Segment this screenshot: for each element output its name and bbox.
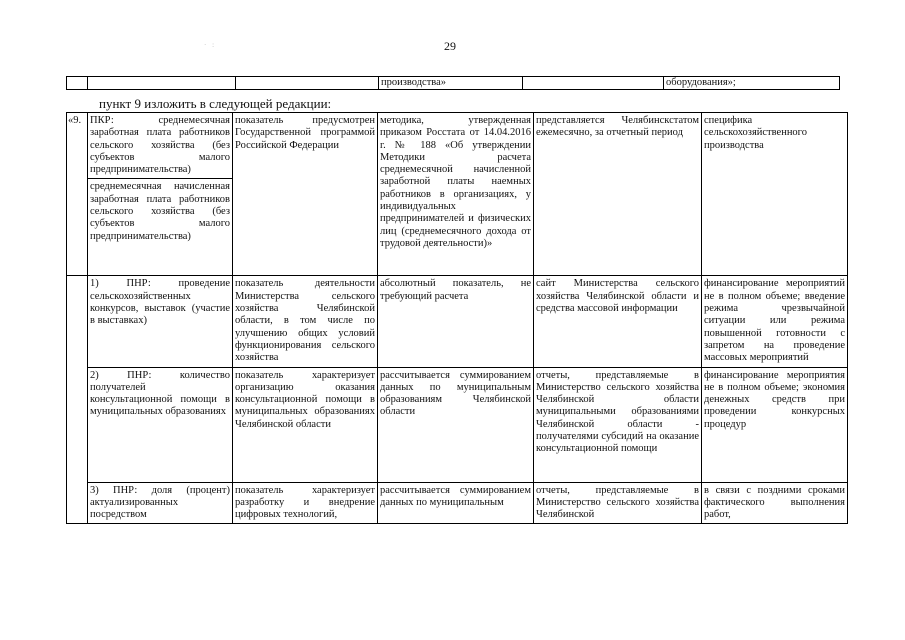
indicator-name-cell: 1) ПНР: проведение сельскохозяйственных конкурсов, выставок (участие в выставках): [88, 276, 233, 367]
data-source-cell: представляется Челябинскстатом ежемесячно, за отчетный период: [534, 113, 702, 276]
indicator-description-cell: показатель предусмотрен Государственной программой Российской Федерации: [233, 113, 378, 276]
indicator-name-cell: 2) ПНР: количество получателей консультационной помощи в муниципальных образованиях: [88, 367, 233, 482]
risk-factors-cell: в связи с поздними сроками фактического выполнения работ,: [702, 482, 848, 524]
calculation-method-cell: рассчитывается суммированием данных по муниципальным: [378, 482, 534, 524]
row-number: «9.: [67, 113, 88, 276]
row-number: [67, 276, 88, 524]
data-source-cell: отчеты, представляемые в Министерство сельского хозяйства Челябинской области муниципальными образованиями Челябинской области - получателями субсидий на оказание консультационной помощи: [534, 367, 702, 482]
table-row: [67, 77, 840, 90]
table-cell: оборудования»;: [664, 77, 840, 90]
table-row: [67, 113, 848, 179]
table-row: [67, 367, 848, 482]
table-cell: [88, 77, 236, 90]
indicator-description-cell: показатель деятельности Министерства сельского хозяйства Челябинской области, в том числе по улучшению общих условий функционирования сельского хозяйства: [233, 276, 378, 367]
indicator-description-cell: показатель характеризует организацию оказания консультационной помощи в муниципальных образованиях Челябинской области: [233, 367, 378, 482]
table-row: [67, 276, 848, 367]
calculation-method-cell: рассчитывается суммированием данных по муниципальным образованиям Челябинской области: [378, 367, 534, 482]
data-source-cell: отчеты, представляемые в Министерство сельского хозяйства Челябинской: [534, 482, 702, 524]
intro-text: пункт 9 изложить в следующей редакции:: [99, 96, 332, 111]
calculation-method-cell: методика, утвержденная приказом Росстата от 14.04.2016 г. № 188 «Об утверждении Методики расчета среднемесячной начисленной заработной платы наемных работников в организациях, у индивидуальных предпринимателей и физических лиц (среднемесячного дохода от трудовой деятельности)»: [378, 113, 534, 276]
table-row: [67, 482, 848, 524]
page-number: 29: [444, 39, 456, 53]
table-cell: производства»: [379, 77, 523, 90]
scan-artifact: · :: [204, 41, 217, 49]
table-cell: [236, 77, 379, 90]
risk-factors-cell: специфика сельскохозяйственного производства: [702, 113, 848, 276]
table-cell: [67, 77, 88, 90]
previous-table-fragment: [66, 76, 840, 90]
indicator-table: [66, 112, 848, 524]
indicator-name-cell: среднемесячная начисленная заработная плата работников сельского хозяйства (без субъектов малого предпринимательства): [88, 179, 233, 276]
indicator-name-cell: ПКР: среднемесячная заработная плата работников сельского хозяйства (без субъектов малого предпринимательства): [88, 113, 233, 179]
risk-factors-cell: финансирование мероприятий не в полном объеме; введение режима чрезвычайной ситуации или режима повышенной готовности с запретом на проведение массовых мероприятий: [702, 276, 848, 367]
indicator-description-cell: показатель характеризует разработку и внедрение цифровых технологий,: [233, 482, 378, 524]
calculation-method-cell: абсолютный показатель, не требующий расчета: [378, 276, 534, 367]
indicator-name-cell: 3) ПНР: доля (процент) актуализированных посредством: [88, 482, 233, 524]
data-source-cell: сайт Министерства сельского хозяйства Челябинской области и средства массовой информации: [534, 276, 702, 367]
risk-factors-cell: финансирование мероприятия не в полном объеме; экономия денежных средств при проведении конкурсных процедур: [702, 367, 848, 482]
table-cell: [523, 77, 664, 90]
